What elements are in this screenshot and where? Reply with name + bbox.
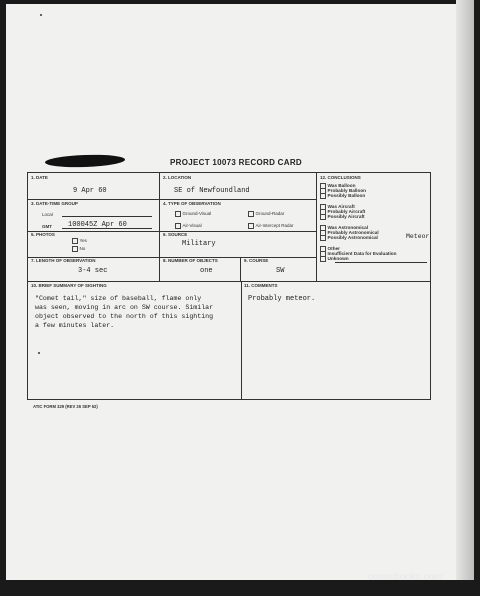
checkbox-icon [248, 211, 254, 217]
other-field-line [335, 262, 427, 263]
conclusion-option: Possibly Astronomical [320, 235, 397, 240]
conclusion-typed-note: Meteor [406, 233, 430, 240]
source-label: 6. SOURCE [163, 232, 188, 237]
gmt-label: GMT [42, 224, 52, 229]
summary-line: was seen, moving in arc on SW course. Similar [35, 304, 214, 311]
conclusion-option: Insufficient Data for Evaluation [320, 251, 397, 256]
dust-speck [40, 14, 42, 16]
conclusion-option: Probably Aircraft [320, 209, 397, 214]
gmt-field-line [62, 228, 152, 229]
conclusion-option: Unknown [320, 256, 397, 261]
date-label: 1. DATE [31, 175, 48, 180]
conclusion-option: Other [320, 246, 397, 251]
checkbox-icon [320, 214, 326, 220]
divider [316, 173, 317, 281]
conclusion-option: Possibly Aircraft [320, 214, 397, 219]
summary-text [35, 294, 240, 330]
checkbox-icon [320, 193, 326, 199]
photos-label: 5. PHOTOS [31, 232, 55, 237]
conclusions-label: 12. CONCLUSIONS [320, 175, 361, 180]
comments-label: 11. COMMENTS [244, 283, 278, 288]
divider [241, 281, 242, 400]
summary-line: "Comet tail," size of baseball, flame only [35, 295, 202, 302]
obs-option-ground-radar: Ground-Radar [248, 211, 284, 217]
checkbox-icon [175, 211, 181, 217]
obs-option-air-intercept-radar: Air-Intercept Radar [248, 223, 294, 229]
obs-option-air-visual: Air-Visual [175, 223, 202, 229]
page-edge [456, 0, 474, 580]
summary-line: object observed to the north of this sighting [35, 313, 214, 320]
source-value: Military [182, 240, 216, 248]
length-value: 3-4 sec [78, 267, 108, 275]
objects-value: one [200, 267, 213, 275]
divider [28, 199, 316, 200]
checkbox-icon [248, 223, 254, 229]
checkbox-icon [320, 235, 326, 241]
local-label: Local [42, 212, 53, 217]
photos-option-no: No [72, 246, 85, 252]
objects-label: 8. NUMBER OF OBJECTS [163, 258, 218, 263]
location-value: SE of Newfoundland [174, 187, 250, 195]
conclusion-option: Was Balloon [320, 183, 397, 188]
course-value: SW [276, 267, 285, 275]
conclusion-option: Probably Balloon [320, 188, 397, 193]
checkbox-icon [72, 238, 78, 244]
divider [159, 173, 160, 281]
checkbox-icon [320, 256, 326, 262]
summary-label: 10. BRIEF SUMMARY OF SIGHTING [31, 283, 107, 288]
summary-line: a few minutes later. [35, 322, 115, 329]
conclusion-option: Probably Astronomical [320, 230, 397, 235]
checkbox-icon [175, 223, 181, 229]
observation-label: 4. TYPE OF OBSERVATION [163, 201, 221, 206]
conclusion-option: Was Astronomical [320, 225, 397, 230]
conclusion-option: Was Aircraft [320, 204, 397, 209]
comments-value: Probably meteor. [248, 295, 316, 303]
dtg-label: 3. DATE-TIME GROUP [31, 201, 78, 206]
gmt-value: 100045Z Apr 60 [68, 221, 127, 229]
card-title: PROJECT 10073 RECORD CARD [170, 158, 302, 167]
conclusions-list [320, 183, 397, 261]
divider [240, 257, 241, 281]
checkbox-icon [72, 246, 78, 252]
watermark: comicbooks.com [368, 572, 443, 583]
location-label: 2. LOCATION [163, 175, 192, 180]
course-label: 9. COURSE [244, 258, 269, 263]
form-number: ATIC FORM 329 (REV 26 SEP 52) [33, 404, 98, 409]
conclusion-option: Possibly Balloon [320, 193, 397, 198]
divider [28, 281, 430, 282]
length-label: 7. LENGTH OF OBSERVATION [31, 258, 96, 263]
photos-option-yes: Yes [72, 238, 87, 244]
date-value: 9 Apr 60 [73, 187, 107, 195]
local-field-line [62, 216, 152, 217]
obs-option-ground-visual: Ground-Visual [175, 211, 211, 217]
